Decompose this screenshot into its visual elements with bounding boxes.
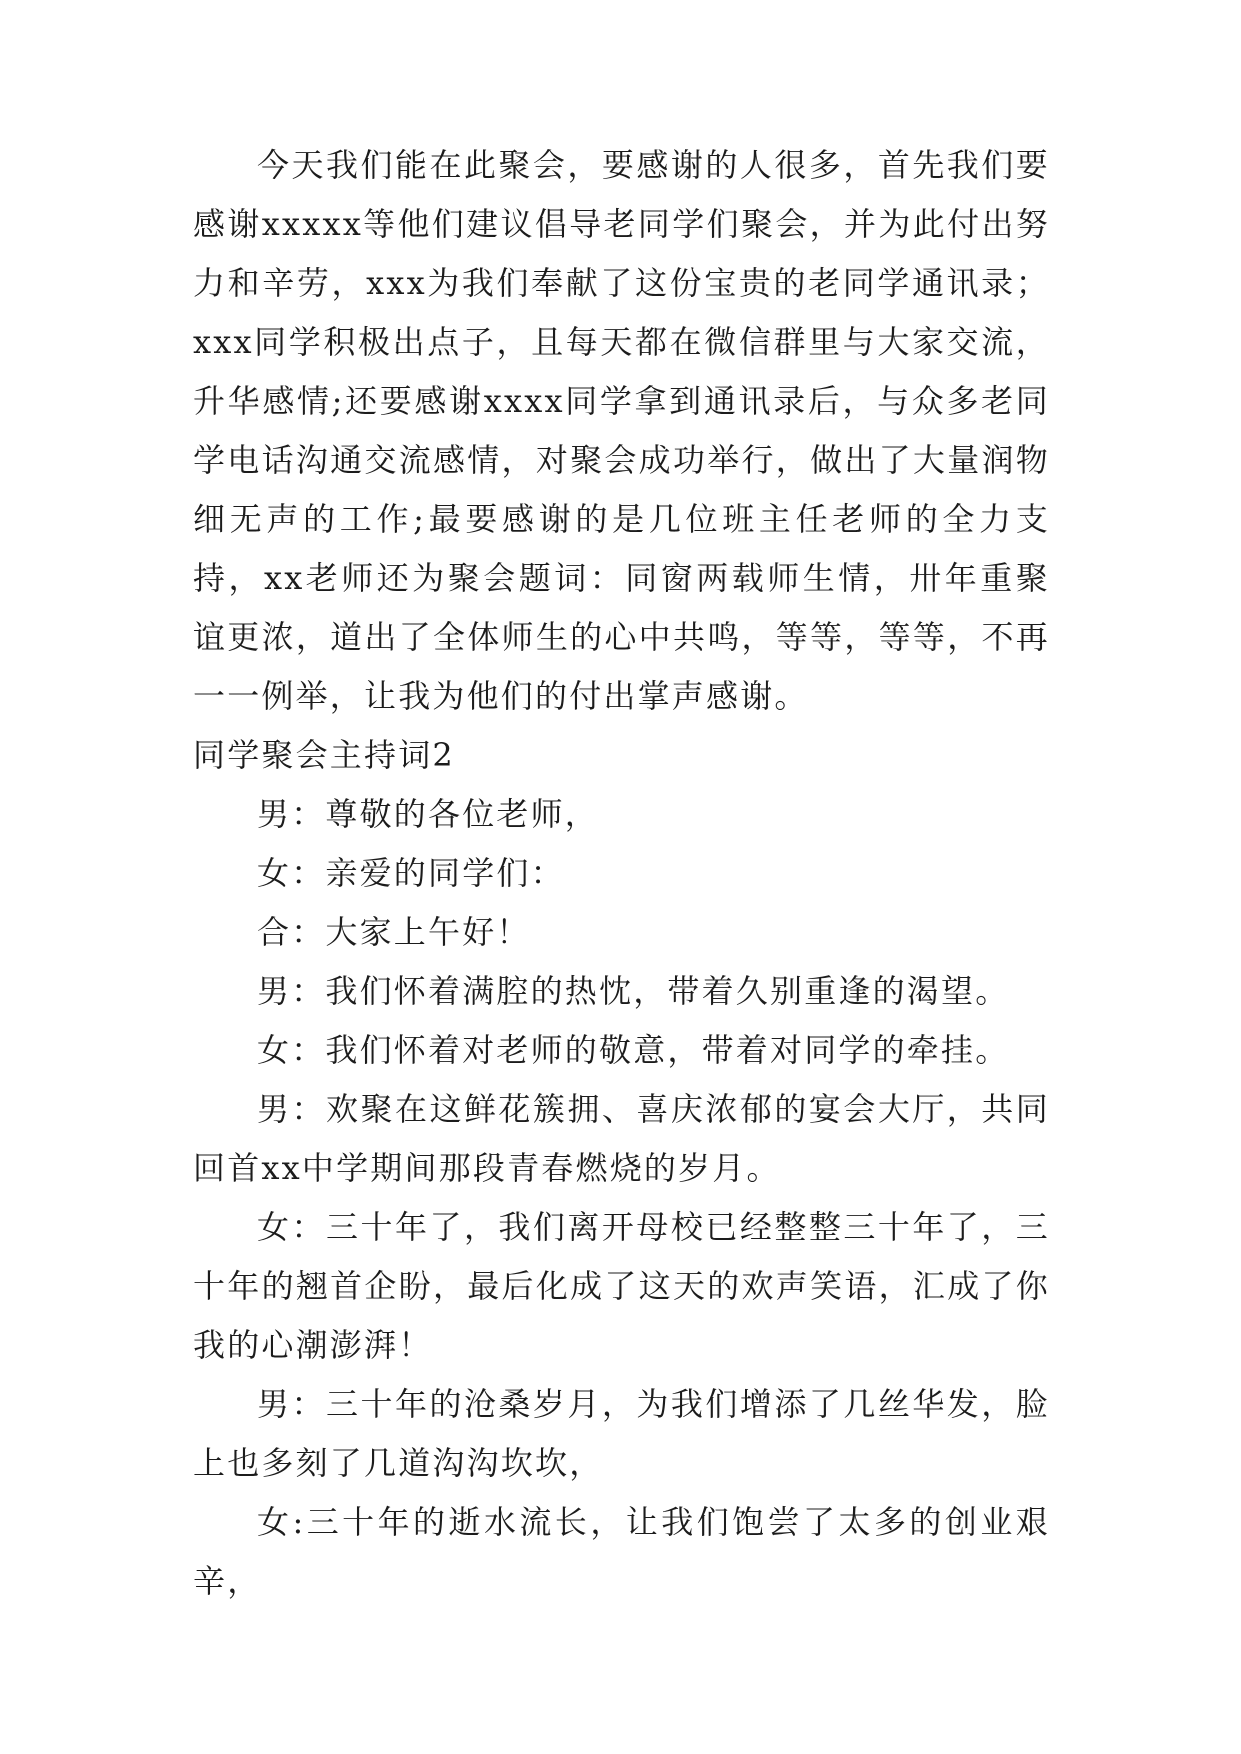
dialogue-line: 男：三十年的沧桑岁月，为我们增添了几丝华发，脸上也多刻了几道沟沟坎坎，: [193, 1385, 1050, 1482]
dialogue-line: 合：大家上午好！: [257, 913, 531, 951]
dialogue-line: 女：亲爱的同学们：: [257, 854, 565, 892]
dialogue-line: 女：三十年了，我们离开母校已经整整三十年了，三十年的翘首企盼，最后化成了这天的欢声笑语，汇成了你我的心潮澎湃！: [193, 1208, 1050, 1364]
dialogue-line: 男：尊敬的各位老师，: [257, 795, 600, 833]
dialogue-line: 男：欢聚在这鲜花簇拥、喜庆浓郁的宴会大厅，共同回首xx中学期间那段青春燃烧的岁月。: [193, 1090, 1050, 1187]
dialogue-line: 女:三十年的逝水流长，让我们饱尝了太多的创业艰辛，: [193, 1503, 1050, 1600]
section-title: 同学聚会主持词2: [193, 736, 455, 774]
dialogue-line: 男：我们怀着满腔的热忱，带着久别重逢的渴望。: [257, 972, 1010, 1010]
intro-paragraph: 今天我们能在此聚会，要感谢的人很多，首先我们要感谢xxxxx等他们建议倡导老同学们聚会，并为此付出努力和辛劳，xxx为我们奉献了这份宝贵的老同学通讯录；xxx同学积极出点子，且每天都在微信群里与大家交流，升华感情;还要感谢xxxx同学拿到通讯录后，与众多老同学电话沟通交流感情，对聚会成功举行，做出了大量润物细无声的工作;最要感谢的是几位班主任老师的全力支持，xx老师还为聚会题词：同窗两载师生情，卅年重聚谊更浓，道出了全体师生的心中共鸣，等等，等等，不再一一例举，让我为他们的付出掌声感谢。: [193, 146, 1050, 715]
dialogue-line: 女：我们怀着对老师的敬意，带着对同学的牵挂。: [257, 1031, 1010, 1069]
document-page: [193, 136, 1050, 1611]
